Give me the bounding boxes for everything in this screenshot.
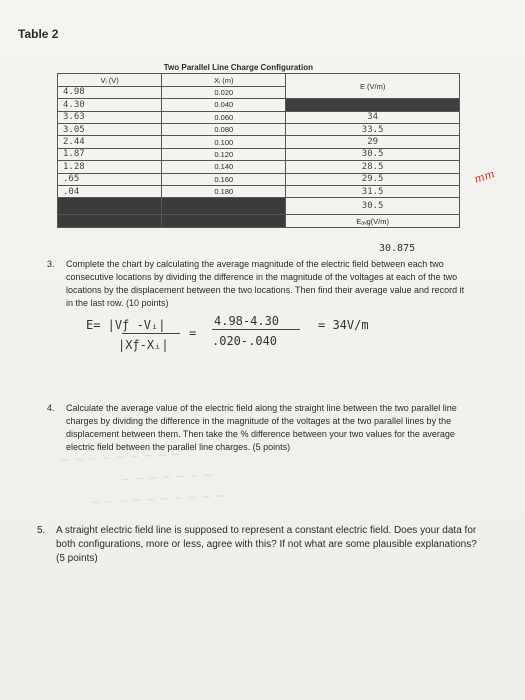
question-text: A straight electric field line is supposed to represent a constant electric field. Does your data for both configurations, more or less, agree with this? If not what are some plausible explanations? (5 points): [56, 525, 477, 564]
position-cell: 0.140: [162, 161, 286, 173]
voltage-cell: 4.98: [58, 86, 162, 98]
table-title: Table 2: [18, 27, 59, 41]
position-cell: 0.040: [162, 99, 286, 111]
voltage-cell: 2.44: [58, 136, 162, 148]
position-cell: 0.080: [162, 123, 286, 135]
work-denominator: .020-.040: [212, 334, 278, 348]
position-cell: 0.100: [162, 136, 286, 148]
fraction-bar: [122, 333, 180, 334]
work-numerator: 4.98-4.30: [214, 314, 280, 328]
question-text: Calculate the average value of the electric field along the straight line between the two parallel line charges by dividing the difference in the magnitude of the voltages at the two parallel lines by the displacement between them. Then take the % difference between your two values for the average electric field between the parallel line charges. (5 points): [66, 403, 457, 452]
margin-note: mm: [472, 167, 497, 186]
work-equals: =: [189, 326, 197, 340]
voltage-cell: 1.87: [58, 148, 162, 160]
voltage-cell: 3.05: [58, 123, 162, 135]
field-cell: 30.5: [286, 198, 460, 215]
col-header-position: Xᵢ (m): [162, 74, 286, 86]
worksheet-page: Table 2 Two Parallel Line Charge Configuration Vᵢ (V) Xᵢ (m) E (V/m) 4.98 0.020 4.30 0.040 3.63 0.060 34 3.05 0.080 33.5 2.44 0.100 29 1.87 0.120 30.5 1.28 0.140 28.5 .65 0.160 29.5 .04 0.180 31.5 30.5 Eₐᵥg(V/m) 30.875 mm 3. Complete the chart by calculating the average magnitude of the electric field between each two consecutive locations by dividing the difference in the magnitude of the voltages at each of the two locations by the displacement between the two locations. Then find their average value and record it in the last row. (10 points) E= |Vƒ -Vᵢ| |Xƒ-Xᵢ| = 4.98-4.30 .020-.040 = 34V/m ~ ~ ~ ~ ~ ~ ~ ~ ~ ~ ~ ~ ~ ~ ~ ~ ~ ~ ~ ~ ~ ~ ~ ~ ~ ~ 4. Calculate the average value of the electric field along the straight line between the two parallel line charges by dividing the difference in the magnitude of the voltages at the two parallel lines by the displacement between them. Then take the % difference between your two values for the average electric field between the parallel line charges. (5 points) 5. A straight electric field line is supposed to represent a constant electric field. Does your data for both configurations, more or less, agree with this? If not what are some plausible explanations? (5 points): [0, 0, 525, 700]
table-row: [58, 136, 460, 148]
table-row: [58, 111, 460, 123]
question-text: Complete the chart by calculating the average magnitude of the electric field between each two consecutive locations by dividing the difference in the magnitude of the voltages at each of the two locations by the displacement between the two locations. Then find their average value and record it in the last row. (10 points): [66, 259, 465, 308]
question-number: 5.: [37, 525, 46, 536]
position-cell: 0.120: [162, 148, 286, 160]
question-5: [37, 524, 477, 566]
table-row: [58, 148, 460, 160]
field-cell: 28.5: [286, 161, 460, 173]
col-header-voltage: Vᵢ (V): [58, 74, 162, 86]
question-number: 4.: [47, 403, 55, 413]
table-row: [58, 123, 460, 135]
table-row: [58, 99, 460, 111]
field-cell: 29.5: [286, 173, 460, 185]
col-header-field: E (V/m): [286, 74, 460, 99]
average-field-label: Eₐᵥg(V/m): [286, 215, 460, 228]
position-cell: 0.060: [162, 111, 286, 123]
question-3: [47, 258, 472, 310]
voltage-cell: .04: [58, 185, 162, 197]
question-number: 3.: [47, 259, 55, 269]
field-cell: 33.5: [286, 123, 460, 135]
position-cell: 0.020: [162, 86, 286, 98]
table-row-average: [58, 215, 460, 228]
field-cell-shaded: [286, 99, 460, 111]
position-cell: 0.160: [162, 173, 286, 185]
average-field-value: 30.875: [379, 243, 416, 254]
voltage-cell: 3.63: [58, 111, 162, 123]
voltage-cell: .65: [58, 173, 162, 185]
voltage-cell: 1.28: [58, 161, 162, 173]
table-row: [58, 173, 460, 185]
work-result: = 34V/m: [318, 318, 369, 332]
table-caption: Two Parallel Line Charge Configuration: [163, 63, 313, 73]
field-cell: 30.5: [286, 148, 460, 160]
fraction-bar: [212, 329, 300, 330]
table-row: [58, 185, 460, 197]
work-formula: E= |Vƒ -Vᵢ|: [86, 318, 166, 332]
voltage-cell: 4.30: [58, 99, 162, 111]
field-cell: 31.5: [286, 185, 460, 197]
field-cell: 34: [286, 111, 460, 123]
question-4: [47, 402, 472, 454]
table-row-shaded: [58, 198, 460, 215]
table-row: [58, 161, 460, 173]
position-cell: 0.180: [162, 185, 286, 197]
data-table: [57, 62, 460, 228]
field-cell: 29: [286, 136, 460, 148]
work-formula-denominator: |Xƒ-Xᵢ|: [118, 338, 169, 352]
